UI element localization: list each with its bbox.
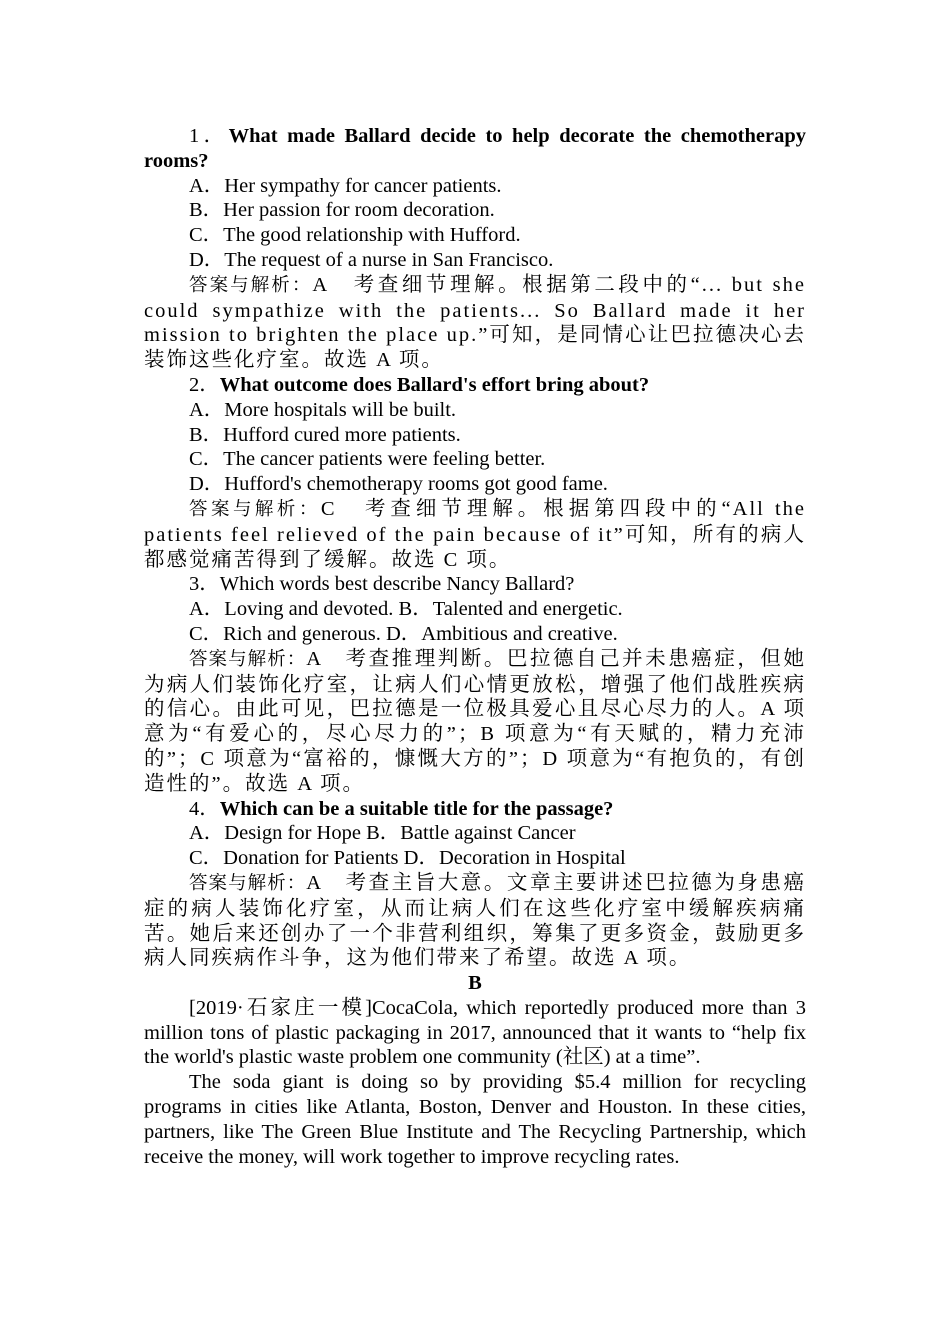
option: D．Hufford's chemotherapy rooms got good fame.: [189, 473, 608, 496]
question-text: Which words best describe Nancy Ballard?: [219, 573, 575, 596]
option: B．Hufford cured more patients.: [189, 423, 461, 446]
question-2-stem: [144, 373, 806, 398]
answer-label: 答案与解析：: [189, 274, 313, 296]
option-row: C．Rich and generous. D．Ambitious and creative.: [189, 622, 618, 645]
answer-label: 答案与解析：: [189, 648, 307, 670]
answer-explanation: [144, 871, 806, 971]
question-number: 2．: [189, 373, 220, 396]
passage-paragraph: The soda giant is doing so by providing $5.4 million for recycling programs in cities like Atlanta, Boston, Denver and Houston. In these cities, partners, like The Green Blue Institute and The Recycling Partnership, which receive the money, will work together to improve recycling rates.: [144, 1071, 806, 1168]
option: B．Her passion for room decoration.: [189, 199, 495, 222]
option: A．More hospitals will be built.: [189, 398, 457, 421]
option-row: C．Donation for Patients D．Decoration in Hospital: [189, 847, 626, 870]
section-heading: B: [468, 972, 482, 995]
question-text: Which can be a suitable title for the passage?: [219, 797, 614, 820]
question-text: What outcome does Ballard's effort bring about?: [219, 373, 650, 396]
option: D．The request of a nurse in San Francisco.: [189, 248, 554, 271]
question-number: 1．: [189, 125, 229, 147]
question-3-stem: [144, 572, 806, 597]
answer-label: 答案与解析：: [189, 872, 307, 894]
question-number: 4．: [189, 797, 220, 820]
document-page: [144, 124, 806, 1169]
question-number: 3．: [189, 573, 220, 596]
answer-label: 答案与解析：: [189, 498, 321, 520]
answer-explanation: [144, 647, 806, 797]
answer-text: A 考查细节理解。根据第二段中的“... but she could sympathize with the patients... So Ballard made it her mission to brighten the place up.”可知，是同情心让巴拉德决心去装饰这些化疗室。故选 A 项。: [144, 273, 806, 372]
question-4-stem: [144, 797, 806, 822]
option: C．The good relationship with Hufford.: [189, 224, 521, 247]
answer-text: A 考查主旨大意。文章主要讲述巴拉德为身患癌症的病人装饰化疗室，从而让病人们在这些化疗室中缓解疾病痛苦。她后来还创办了一个非营利组织，筹集了更多资金，鼓励更多病人同疾病作斗争，这为他们带来了希望。故选 A 项。: [144, 871, 806, 970]
passage-paragraph: [2019·石家庄一模]CocaCola, which reportedly produced more than 3 million tons of plastic packaging in 2017, announced that it wants to “help fix the world's plastic waste problem one community (社区) at a time”.: [144, 996, 806, 1069]
question-text: What made Ballard decide to help decorate the chemotherapy rooms?: [144, 125, 806, 172]
answer-explanation: [144, 273, 806, 373]
option-row: A．Loving and devoted. B．Talented and energetic.: [189, 598, 623, 621]
option-row: A．Design for Hope B．Battle against Cancer: [189, 822, 576, 845]
answer-text: C 考查细节理解。根据第四段中的“All the patients feel relieved of the pain because of it”可知，所有的病人都感觉痛苦得到了缓解。故选 C 项。: [144, 497, 806, 571]
option: A．Her sympathy for cancer patients.: [189, 174, 502, 197]
question-1-stem: [144, 124, 806, 174]
answer-explanation: [144, 497, 806, 572]
option: C．The cancer patients were feeling better.: [189, 448, 546, 471]
answer-text: A 考查推理判断。巴拉德自己并未患癌症，但她为病人们装饰化疗室，让病人们心情更放松，增强了他们战胜疾病的信心。由此可见，巴拉德是一位极具爱心且尽心尽力的人。A 项意为“有爱心的，尽心尽力的”；B 项意为“有天赋的，精力充沛的”；C 项意为“富裕的，慷慨大方的”；D 项意为“有抱负的，有创造性的”。故选 A 项。: [144, 647, 806, 795]
